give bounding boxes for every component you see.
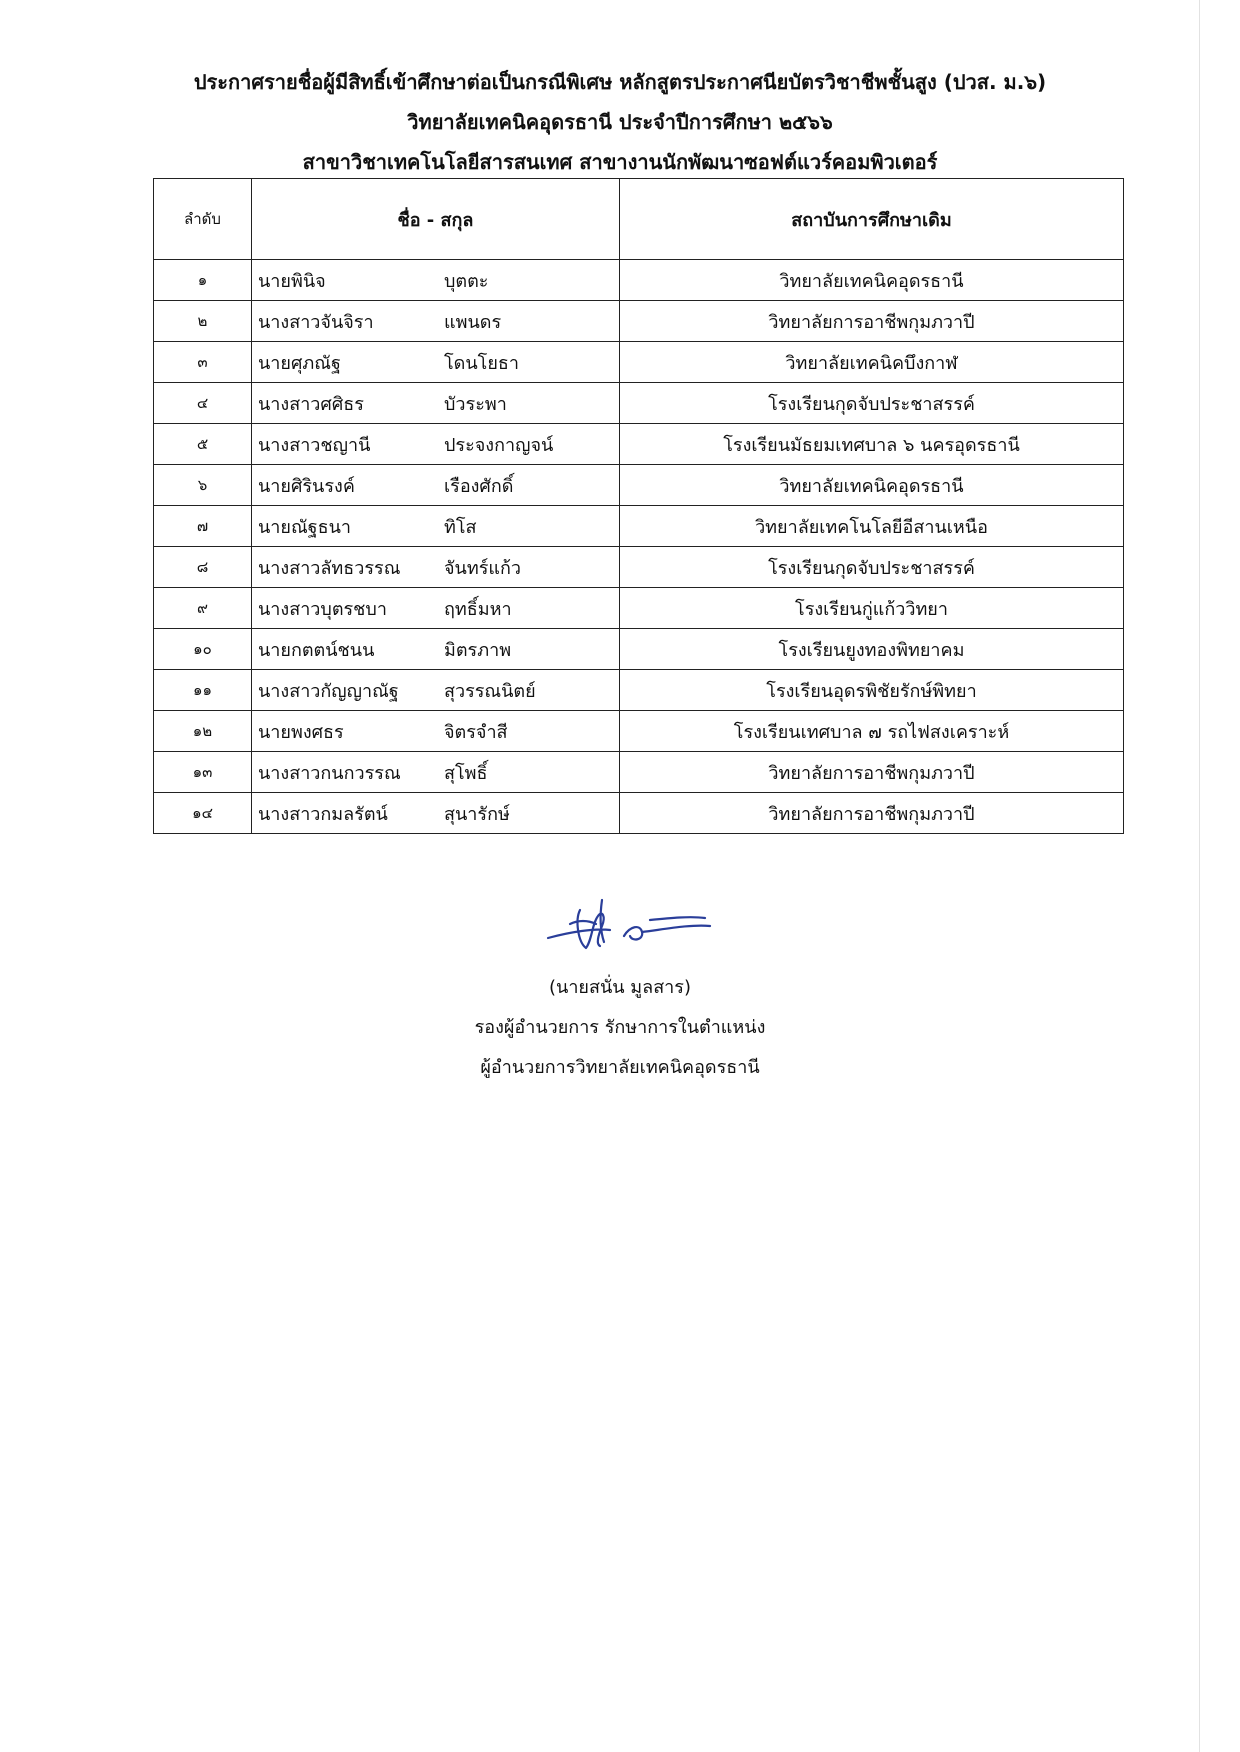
- table-row: [154, 711, 1124, 752]
- table-row: [154, 793, 1124, 834]
- table-row: [154, 670, 1124, 711]
- row-name: [252, 711, 620, 752]
- table-row: [154, 342, 1124, 383]
- last-name: โดนโยธา: [444, 352, 519, 374]
- table-header-row: [154, 179, 1124, 260]
- row-school: โรงเรียนเทศบาล ๗ รถไฟสงเคราะห์: [620, 711, 1124, 752]
- last-name: ฤทธิ์มหา: [444, 598, 512, 620]
- first-name: นางสาวจันจิรา: [258, 311, 374, 333]
- row-school: วิทยาลัยการอาชีพกุมภวาปี: [620, 793, 1124, 834]
- row-school: วิทยาลัยการอาชีพกุมภวาปี: [620, 301, 1124, 342]
- row-name: [252, 629, 620, 670]
- first-name: นางสาวศศิธร: [258, 393, 364, 415]
- first-name: นายศิรินรงค์: [258, 475, 355, 497]
- student-table: [153, 178, 1124, 834]
- student-table-container: [153, 178, 1123, 834]
- first-name: นางสาวกัญญาณัฐ: [258, 680, 399, 702]
- first-name: นางสาวบุตรชบา: [258, 598, 387, 620]
- row-number: ๑๐: [154, 629, 252, 670]
- last-name: เรืองศักดิ์: [444, 475, 514, 497]
- row-name: [252, 424, 620, 465]
- first-name: นางสาวกมลรัตน์: [258, 803, 388, 825]
- table-row: [154, 752, 1124, 793]
- signer-position-director: ผู้อำนวยการวิทยาลัยเทคนิคอุดรธานี: [480, 1057, 760, 1078]
- last-name: จิตรจำสี: [444, 721, 508, 743]
- row-number: ๑๑: [154, 670, 252, 711]
- first-name: นายณัฐธนา: [258, 516, 351, 538]
- row-number: ๘: [154, 547, 252, 588]
- row-name: [252, 342, 620, 383]
- header-college-line: วิทยาลัยเทคนิคอุดรธานี ประจำปีการศึกษา ๒๕๖๖: [407, 110, 833, 134]
- signer-block: [0, 968, 1240, 1088]
- header-school: สถาบันการศึกษาเดิม: [620, 179, 1124, 260]
- row-name: [252, 547, 620, 588]
- last-name: สุนารักษ์: [444, 803, 510, 825]
- row-school: โรงเรียนยูงทองพิทยาคม: [620, 629, 1124, 670]
- row-school: วิทยาลัยเทคนิคอุดรธานี: [620, 465, 1124, 506]
- table-row: [154, 301, 1124, 342]
- table-row: [154, 465, 1124, 506]
- table-row: [154, 588, 1124, 629]
- signature-image: [540, 880, 740, 960]
- row-name: [252, 793, 620, 834]
- row-number: ๔: [154, 383, 252, 424]
- page-edge: [1199, 0, 1200, 1752]
- row-name: [252, 465, 620, 506]
- header-no: ลำดับ: [154, 179, 252, 260]
- last-name: สุวรรณนิตย์: [444, 680, 536, 702]
- row-name: [252, 752, 620, 793]
- last-name: แพนดร: [444, 311, 502, 333]
- row-number: ๑๒: [154, 711, 252, 752]
- first-name: นายศุภณัฐ: [258, 352, 341, 374]
- row-name: [252, 260, 620, 301]
- row-name: [252, 588, 620, 629]
- table-row: [154, 383, 1124, 424]
- first-name: นายกตตน์ชนน: [258, 639, 375, 661]
- row-number: ๖: [154, 465, 252, 506]
- row-name: [252, 301, 620, 342]
- row-school: วิทยาลัยการอาชีพกุมภวาปี: [620, 752, 1124, 793]
- row-number: ๙: [154, 588, 252, 629]
- signature-strokes: [548, 900, 710, 948]
- row-school: วิทยาลัยเทคโนโลยีอีสานเหนือ: [620, 506, 1124, 547]
- first-name: นายพินิจ: [258, 270, 326, 292]
- row-school: โรงเรียนมัธยมเทศบาล ๖ นครอุดรธานี: [620, 424, 1124, 465]
- table-row: [154, 506, 1124, 547]
- table-row: [154, 547, 1124, 588]
- row-number: ๑๓: [154, 752, 252, 793]
- row-number: ๓: [154, 342, 252, 383]
- last-name: มิตรภาพ: [444, 639, 512, 661]
- header-title-line: ประกาศรายชื่อผู้มีสิทธิ์เข้าศึกษาต่อเป็นกรณีพิเศษ หลักสูตรประกาศนียบัตรวิชาชีพชั้นสูง (ปวส. ม.๖): [193, 70, 1047, 94]
- signer-name: (นายสนั่น มูลสาร): [549, 977, 691, 998]
- table-row: [154, 260, 1124, 301]
- row-name: [252, 670, 620, 711]
- header-program-line: สาขาวิชาเทคโนโลยีสารสนเทศ สาขางานนักพัฒนาซอฟต์แวร์คอมพิวเตอร์: [302, 150, 938, 174]
- row-school: โรงเรียนกุดจับประชาสรรค์: [620, 547, 1124, 588]
- signer-position-acting: รองผู้อำนวยการ รักษาการในตำแหน่ง: [474, 1017, 766, 1038]
- row-school: โรงเรียนอุดรพิชัยรักษ์พิทยา: [620, 670, 1124, 711]
- first-name: นางสาวลัทธวรรณ: [258, 557, 401, 579]
- first-name: นายพงศธร: [258, 721, 344, 743]
- row-school: วิทยาลัยเทคนิคบึงกาฬ: [620, 342, 1124, 383]
- table-row: [154, 629, 1124, 670]
- last-name: บัวระพา: [444, 393, 507, 415]
- row-number: ๑๔: [154, 793, 252, 834]
- row-number: ๗: [154, 506, 252, 547]
- row-school: โรงเรียนกู่แก้ววิทยา: [620, 588, 1124, 629]
- table-body: [154, 260, 1124, 834]
- header-name: ชื่อ - สกุล: [252, 179, 620, 260]
- last-name: ประจงกาญจน์: [444, 434, 554, 456]
- row-number: ๒: [154, 301, 252, 342]
- row-number: ๑: [154, 260, 252, 301]
- row-school: โรงเรียนกุดจับประชาสรรค์: [620, 383, 1124, 424]
- row-name: [252, 506, 620, 547]
- last-name: ทิโส: [444, 516, 477, 538]
- row-number: ๕: [154, 424, 252, 465]
- first-name: นางสาวชญานี: [258, 434, 371, 456]
- first-name: นางสาวกนกวรรณ: [258, 762, 401, 784]
- row-school: วิทยาลัยเทคนิคอุดรธานี: [620, 260, 1124, 301]
- last-name: จันทร์แก้ว: [444, 557, 521, 579]
- document-header: [0, 62, 1240, 182]
- last-name: บุตตะ: [444, 270, 489, 292]
- table-row: [154, 424, 1124, 465]
- last-name: สุโพธิ์: [444, 762, 488, 784]
- row-name: [252, 383, 620, 424]
